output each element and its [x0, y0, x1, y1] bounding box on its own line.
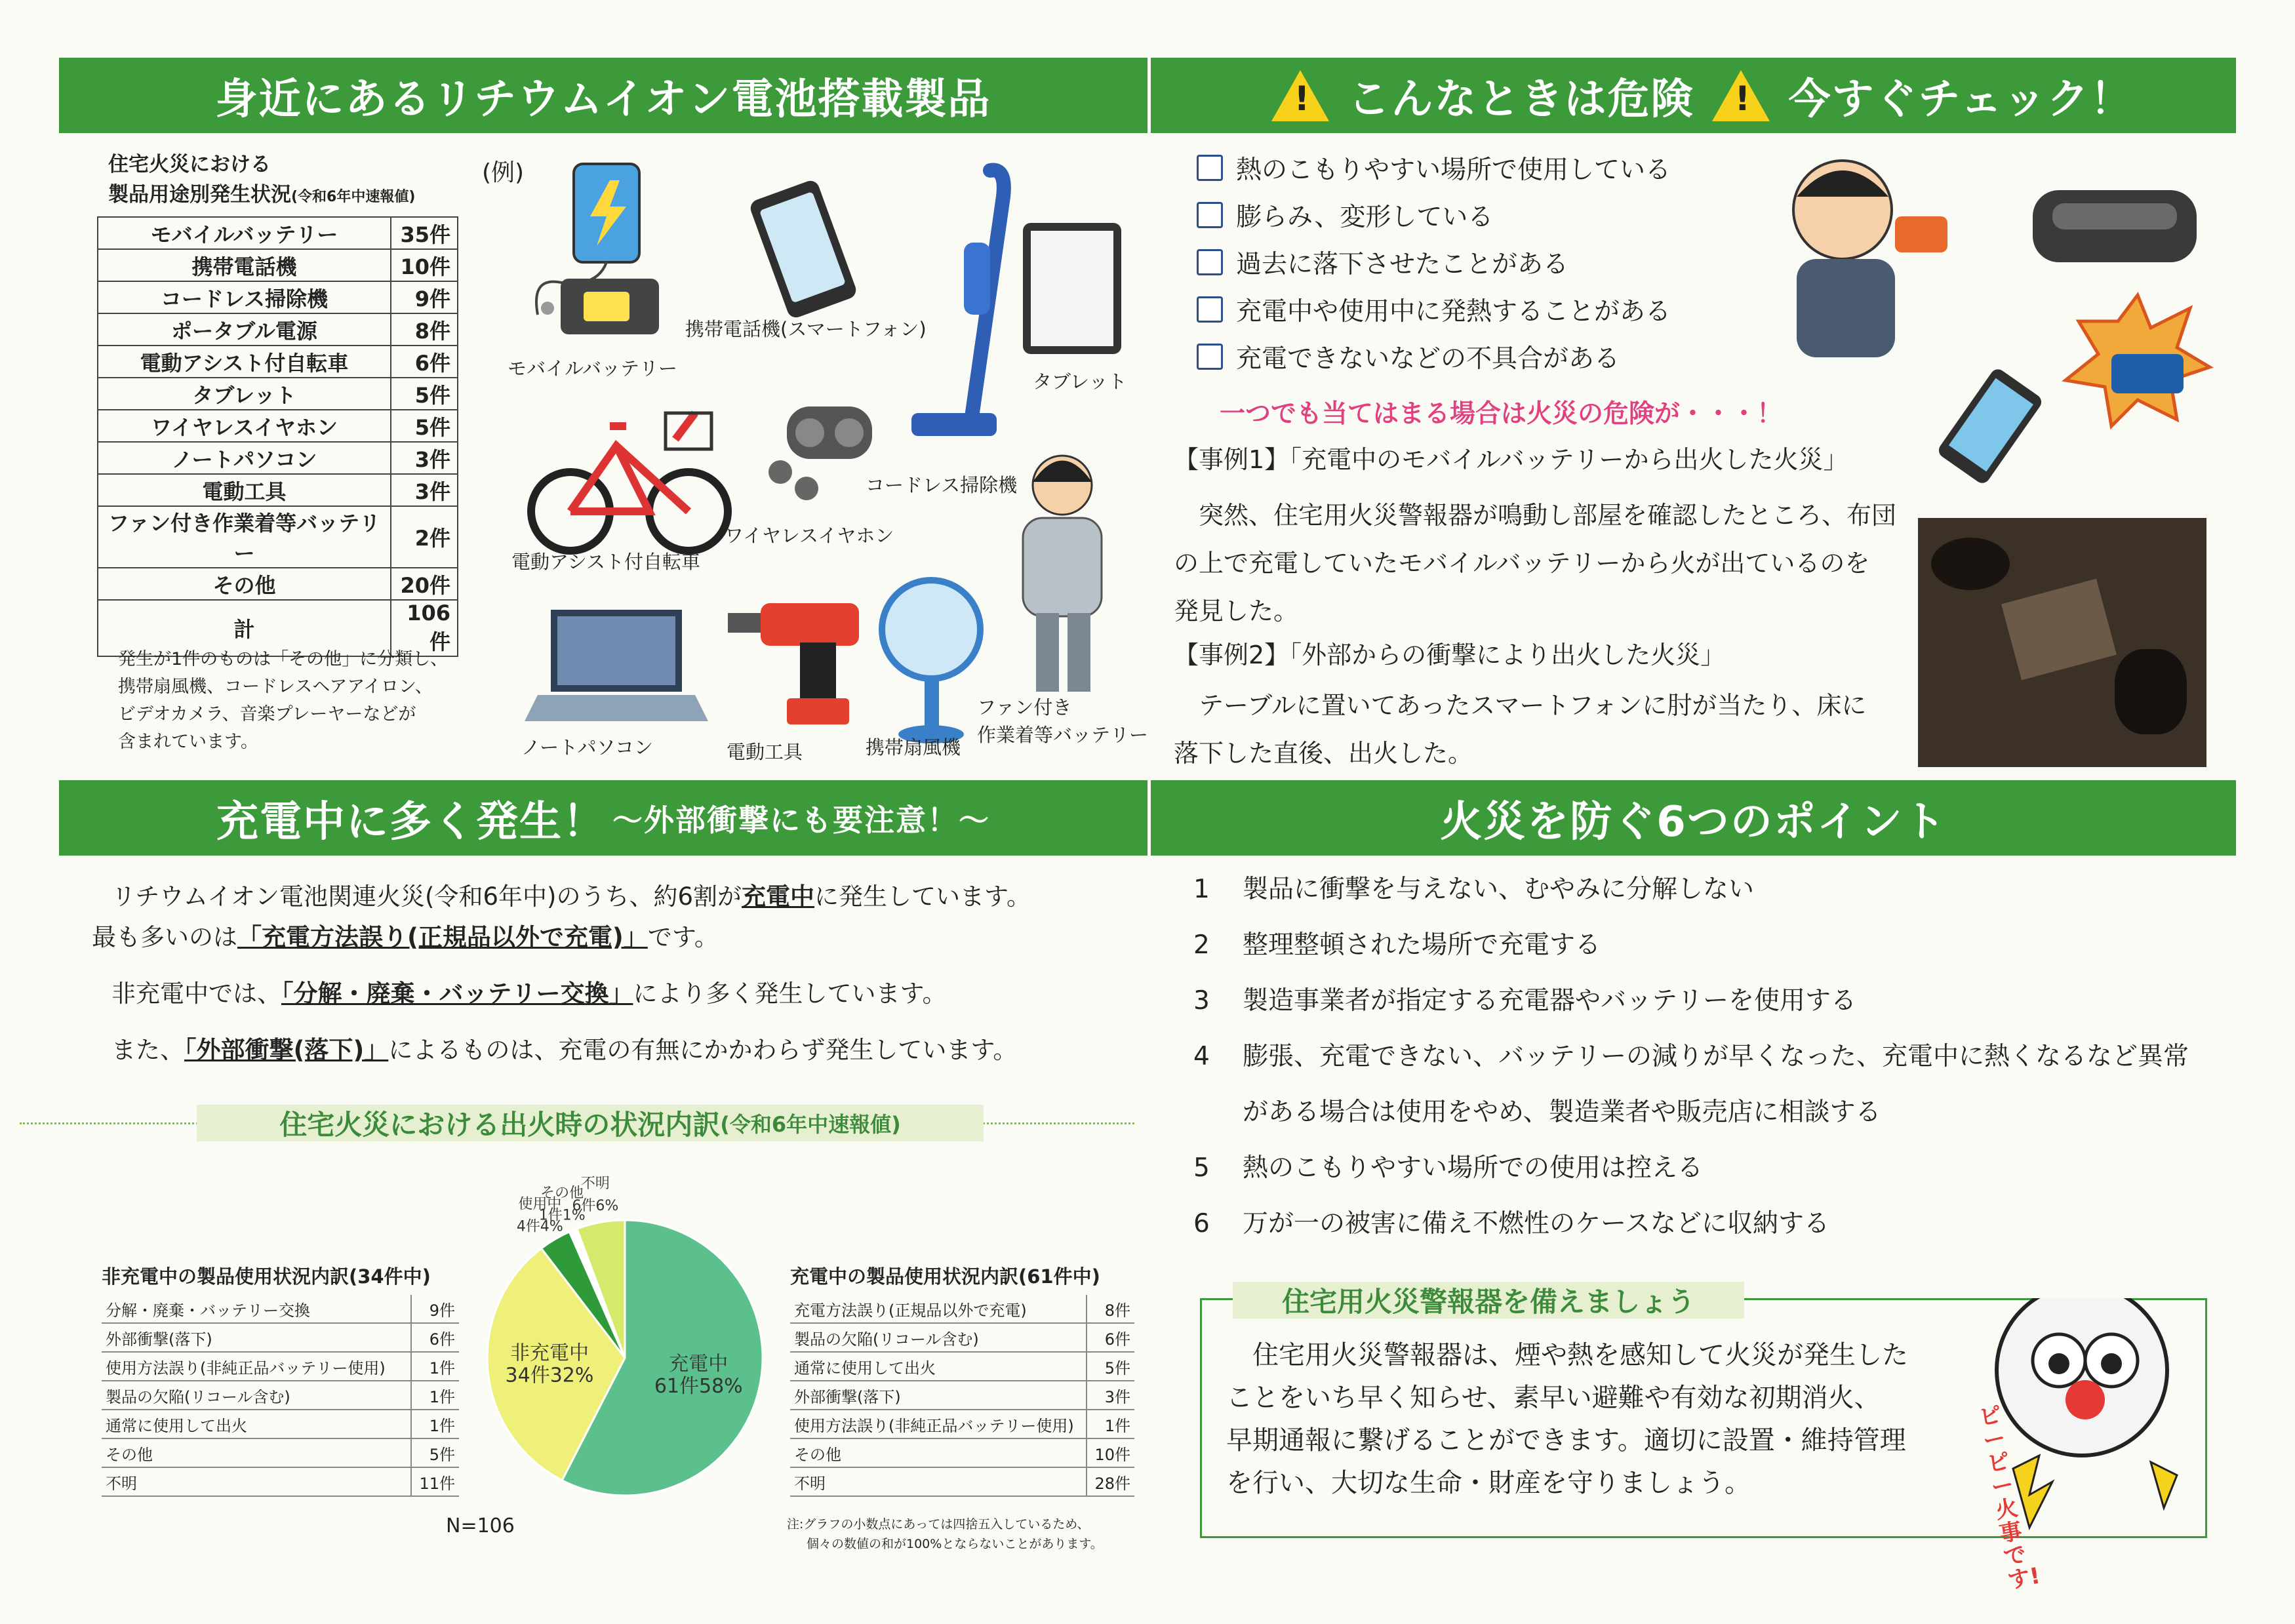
example-label: (例): [482, 159, 525, 186]
table-caption: 住宅火災における 製品用途別発生状況(令和6年中速報値): [108, 153, 416, 207]
row-label: 使用方法誤り(非純正品バッテリー使用): [790, 1410, 1087, 1438]
chart-ribbon: 住宅火災における出火時の状況内訳 (令和6年中速報値): [197, 1105, 984, 1141]
point-number: 5: [1193, 1153, 1210, 1183]
table-row: [98, 249, 458, 281]
row-count: 6件: [411, 1323, 459, 1352]
pie-label: 4件4%: [516, 1218, 563, 1235]
dropped-phone-icon: [1936, 366, 2044, 486]
row-label: 電動アシスト付自転車: [98, 346, 391, 378]
row-label: コードレス掃除機: [98, 281, 391, 313]
section2-banner: [1151, 58, 2236, 133]
row-label: 通常に使用して出火: [790, 1352, 1087, 1381]
row-label: 携帯電話機: [98, 249, 391, 281]
point-text: 製造事業者が指定する充電器やバッテリーを使用する: [1243, 986, 1857, 1016]
row-count: 5件: [411, 1438, 459, 1467]
fire-damage-photo: [1918, 518, 2206, 767]
row-label: その他: [790, 1438, 1087, 1467]
checklist-item[interactable]: [1197, 149, 1671, 186]
warning-icon: !: [1271, 70, 1329, 121]
alarm-title: 住宅用火災警報器を備えましょう: [1233, 1282, 1744, 1318]
table-row: [790, 1467, 1134, 1496]
table-row: [98, 217, 458, 249]
point-text: がある場合は使用をやめ、製造業者や販売店に相談する: [1243, 1098, 1881, 1127]
non-charging-table: [102, 1295, 459, 1497]
row-count: 11件: [411, 1467, 459, 1496]
fan-jacket-worker-icon: [1023, 456, 1102, 692]
table-row: [102, 1381, 459, 1410]
handheld-fan-icon: [882, 580, 980, 743]
row-label: ポータブル電源: [98, 313, 391, 346]
section3-text: リチウムイオン電池関連火災(令和6年中)のうち、約6割が充電中に発生しています。 最も多いのは「充電方法誤り(正規品以外で充電)」です。 非充電中では、「分解・廃棄・バッテリー交換」により多く発生しています。 また、「外部衝撃(落下)」によるものは、充電の有無にかかわらず発生しています。: [92, 882, 1031, 1064]
checkbox[interactable]: [1197, 202, 1223, 228]
row-count: 3件: [1087, 1381, 1134, 1410]
row-label: 電動工具: [98, 474, 391, 506]
label-mobile-battery: モバイルバッテリー: [508, 357, 677, 380]
table-row: [102, 1467, 459, 1496]
tablet-icon: [1023, 223, 1121, 354]
section4-title: 火災を防ぐ6つのポイント: [1440, 797, 1947, 846]
row-label: ノートパソコン: [98, 442, 391, 474]
charging-table: [790, 1295, 1134, 1497]
checkbox[interactable]: [1197, 249, 1223, 275]
row-count: 5件: [391, 410, 458, 442]
pie-label: 34件32%: [505, 1364, 594, 1387]
row-label: 使用方法誤り(非純正品バッテリー使用): [102, 1352, 411, 1381]
case1-text: 突然、住宅用火災警報器が鳴動し部屋を確認したところ、布団 の上で充電していたモバイルバッテリーから火が出ているのを 発見した。: [1174, 501, 1897, 625]
pie-label: 6件6%: [572, 1198, 619, 1215]
table-row: [102, 1295, 459, 1323]
checklist-item[interactable]: [1197, 197, 1493, 233]
point-number: 3: [1193, 986, 1210, 1016]
point-number: 6: [1193, 1209, 1210, 1238]
row-count: 9件: [391, 281, 458, 313]
label-drill: 電動工具: [727, 741, 803, 763]
section3-banner: [59, 780, 1148, 856]
left-table-title: 非充電中の製品使用状況内訳(34件中): [102, 1265, 431, 1288]
row-count: 1件: [411, 1352, 459, 1381]
pie-label: その他: [540, 1185, 584, 1202]
row-count: 9件: [411, 1295, 459, 1323]
case2-title: 【事例2】「外部からの衝撃により出火した火災」: [1174, 641, 1726, 669]
section2-title-left: こんなときは危険: [1347, 75, 1694, 124]
point-text: 万が一の被害に備え不燃性のケースなどに収納する: [1243, 1209, 1830, 1238]
label-smartphone: 携帯電話機(スマートフォン): [685, 318, 927, 340]
label-fan-jacket: ファン付き 作業着等バッテリー: [977, 696, 1149, 746]
case2-text: テーブルに置いてあったスマートフォンに肘が当たり、床に 落下した直後、出火した。: [1174, 691, 1867, 768]
label-bicycle: 電動アシスト付自転車: [511, 551, 700, 573]
row-label: 外部衝撃(落下): [102, 1323, 411, 1352]
point-text: 熱のこもりやすい場所での使用は控える: [1243, 1153, 1704, 1183]
section4-banner: [1151, 780, 2236, 856]
table-row: [790, 1352, 1134, 1381]
row-label: ワイヤレスイヤホン: [98, 410, 391, 442]
row-label: その他: [102, 1438, 411, 1467]
checkbox[interactable]: [1197, 296, 1223, 323]
label-earphones: ワイヤレスイヤホン: [725, 525, 894, 547]
table-row: [790, 1438, 1134, 1467]
row-label: その他: [98, 568, 391, 600]
table-row: [102, 1323, 459, 1352]
table-row: [98, 442, 458, 474]
row-label: 不明: [790, 1467, 1087, 1496]
label-tablet: タブレット: [1033, 370, 1127, 393]
vacuum-icon: [911, 170, 1004, 437]
prevention-point: [1193, 980, 1856, 1017]
checklist-item[interactable]: [1197, 244, 1568, 281]
row-label: ファン付き作業着等バッテリー: [98, 506, 391, 568]
table-row: [98, 346, 458, 378]
smartphone-icon: [748, 178, 858, 320]
row-count: 1件: [1087, 1410, 1134, 1438]
table-row: [98, 506, 458, 568]
row-count: 5件: [391, 378, 458, 410]
checklist-label: 膨らみ、変形している: [1236, 203, 1494, 232]
bicycle-icon: [531, 413, 728, 551]
table-row: [98, 378, 458, 410]
row-label: 分解・廃棄・バッテリー交換: [102, 1295, 411, 1323]
row-count: 20件: [391, 568, 458, 600]
row-count: 8件: [391, 313, 458, 346]
table-row: [98, 568, 458, 600]
row-label: 通常に使用して出火: [102, 1410, 411, 1438]
prevention-point: [1193, 1147, 1703, 1184]
row-count: 10件: [1087, 1438, 1134, 1467]
label-fan: 携帯扇風機: [866, 736, 961, 759]
section3-title: 充電中に多く発生！: [216, 797, 606, 846]
burnt-battery: [2001, 579, 2117, 681]
table-row: [98, 281, 458, 313]
row-label: 製品の欠陥(リコール含む): [102, 1381, 411, 1410]
danger-warning: 一つでも当てはまる場合は火災の危険が・・・！: [1220, 399, 1783, 429]
explosion-icon: [2066, 295, 2210, 426]
prevention-point: [1193, 924, 1601, 961]
earphones-icon: [768, 406, 872, 500]
row-count: 35件: [391, 217, 458, 249]
row-count: 6件: [1087, 1323, 1134, 1352]
section3-subtitle: ～外部衝撃にも要注意！～: [612, 802, 990, 838]
table-note: 発生が1件のものは「その他」に分類し、 携帯扇風機、コードレスヘアアイロン、 ビデオカメラ、音楽プレーヤーなどが 含まれています。: [118, 649, 449, 752]
row-count: 2件: [391, 506, 458, 568]
pie-label: 使用中: [518, 1196, 562, 1213]
danger-illustrations: [1770, 138, 2229, 505]
row-count: 3件: [391, 442, 458, 474]
laptop-icon: [525, 610, 708, 721]
row-label: タブレット: [98, 378, 391, 410]
chart-footnote: 注:グラフの小数点にあっては四捨五入しているため、 個々の数値の和が100%とならないことがあります。: [787, 1517, 1103, 1551]
label-vacuum: コードレス掃除機: [866, 474, 1018, 496]
row-count: 10件: [391, 249, 458, 281]
pie-label: 1件1%: [538, 1207, 586, 1224]
section2-title-right: 今すぐチェック！: [1788, 75, 2134, 124]
point-text: 整理整頓された場所で充電する: [1243, 930, 1601, 960]
checklist-label: 熱のこもりやすい場所で使用している: [1236, 155, 1671, 185]
point-number: 1: [1193, 875, 1210, 904]
row-label: モバイルバッテリー: [98, 217, 391, 249]
pie-label: 不明: [580, 1176, 610, 1193]
checklist-label: 過去に落下させたことがある: [1236, 250, 1569, 279]
checkbox[interactable]: [1197, 155, 1223, 181]
table-row: [102, 1352, 459, 1381]
row-count: 28件: [1087, 1467, 1134, 1496]
table-row: [790, 1381, 1134, 1410]
table-row: [790, 1410, 1134, 1438]
checklist-label: 充電できないなどの不具合がある: [1236, 344, 1620, 374]
point-number: 2: [1193, 930, 1210, 960]
right-table-title: 充電中の製品使用状況内訳(61件中): [790, 1265, 1100, 1288]
swollen-battery-icon: [2033, 190, 2197, 262]
row-count: 8件: [1087, 1295, 1134, 1323]
table-row: [98, 474, 458, 506]
table-row: [98, 313, 458, 346]
row-count: 1件: [411, 1381, 459, 1410]
point-text: 膨張、充電できない、バッテリーの減りが早くなった、充電中に熱くなるなど異常: [1243, 1042, 2189, 1071]
row-label: 充電方法誤り(正規品以外で充電): [790, 1295, 1087, 1323]
product-fire-table: [97, 216, 458, 657]
prevention-point: [1193, 1203, 1829, 1240]
product-illustrations: [518, 151, 1141, 761]
point-text: 製品に衝撃を与えない、むやみに分解しない: [1243, 875, 1755, 904]
row-count: 106件: [391, 600, 458, 656]
table-row: [102, 1410, 459, 1438]
point-number: 4: [1193, 1042, 1210, 1071]
checklist-label: 充電中や使用中に発熱することがある: [1236, 297, 1671, 327]
label-laptop: ノートパソコン: [521, 736, 653, 759]
table-row: [102, 1438, 459, 1467]
total-count: N=106: [446, 1515, 515, 1537]
prevention-point: [1193, 869, 1754, 905]
row-count: 1件: [411, 1410, 459, 1438]
checklist-item[interactable]: [1197, 338, 1620, 375]
pie-label: 充電中: [669, 1353, 728, 1376]
pie-label: 非充電中: [509, 1341, 589, 1365]
prevention-point: [1193, 1036, 2189, 1073]
row-count: 6件: [391, 346, 458, 378]
alarm-speech: ピーピー火事です!: [1976, 1401, 2043, 1594]
checkbox[interactable]: [1197, 344, 1223, 370]
hot-person-icon: [1793, 161, 1947, 357]
row-count: 3件: [391, 474, 458, 506]
table-row: [790, 1323, 1134, 1352]
case1-title: 【事例1】「充電中のモバイルバッテリーから出火した火災」: [1174, 445, 1848, 474]
warning-icon: !: [1712, 70, 1770, 121]
row-label: 製品の欠陥(リコール含む): [790, 1323, 1087, 1352]
row-label: 外部衝撃(落下): [790, 1381, 1087, 1410]
row-label: 不明: [102, 1467, 411, 1496]
section1-title: 身近にあるリチウムイオン電池搭載製品: [215, 75, 991, 124]
mobile-battery-icon: [536, 164, 659, 334]
section1-banner: [59, 58, 1148, 133]
drill-icon: [728, 603, 859, 724]
situation-pie-chart: [459, 1154, 800, 1521]
checklist-item[interactable]: [1197, 291, 1671, 328]
table-row: [98, 410, 458, 442]
table-row: [790, 1295, 1134, 1323]
row-count: 5件: [1087, 1352, 1134, 1381]
prevention-point: [1193, 1092, 1881, 1128]
alarm-text: 住宅用火災警報器は、煙や熱を感知して火災が発生した ことをいち早く知らせ、素早い避難や有効な初期消火、 早期通報に繋げることができます。適切に設置・維持管理 を行い、大切な生命・財産を守りましょう。: [1226, 1340, 1908, 1498]
pie-label: 61件58%: [654, 1375, 743, 1398]
row-label: 計: [98, 600, 391, 656]
